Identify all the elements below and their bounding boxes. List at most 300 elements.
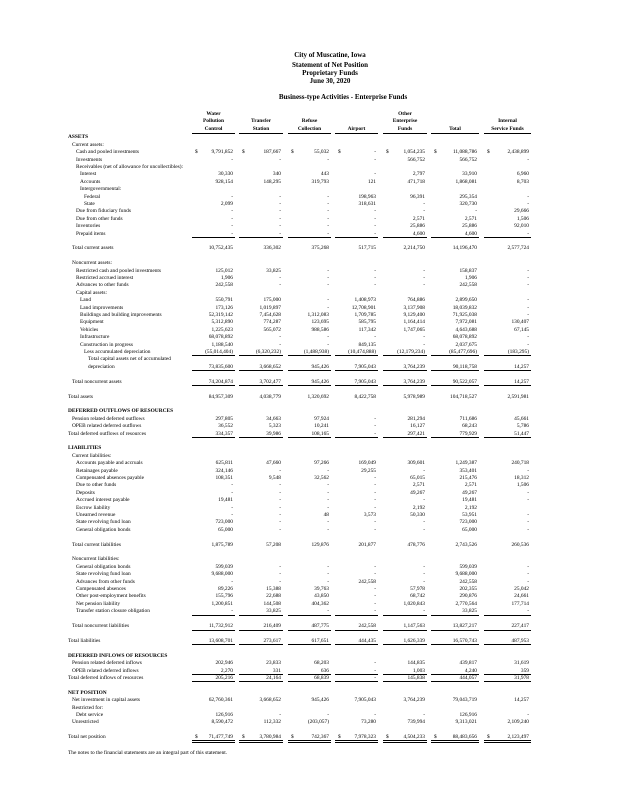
- currency-symbol: $: [242, 734, 245, 741]
- value-cell: [192, 475, 235, 482]
- column-header-line: Funds: [397, 125, 413, 132]
- currency-symbol: $: [434, 149, 437, 156]
- cell-value: -: [423, 711, 425, 718]
- cell-value: -: [279, 275, 281, 282]
- cell-value: 928,154: [215, 178, 233, 185]
- value-cell: [335, 245, 378, 252]
- cell-value: 49,267: [462, 489, 477, 496]
- cell-value: 14,257: [514, 697, 529, 704]
- value-cell: [288, 201, 331, 208]
- value-cell: [335, 275, 378, 282]
- value-cell: [335, 208, 378, 215]
- value-cell: [335, 638, 378, 645]
- value-cell: [335, 505, 378, 512]
- value-cell: [383, 334, 427, 341]
- value-cell: [288, 312, 331, 319]
- value-cell: [239, 327, 283, 334]
- cell-value: 74,204,874: [208, 378, 233, 385]
- row-label-only: [0, 453, 618, 460]
- value-cell: [484, 475, 531, 482]
- row-label: Compensated absences: [76, 586, 126, 593]
- value-cell: [484, 460, 531, 467]
- value-cell: [288, 223, 331, 230]
- value-cell: [192, 512, 235, 519]
- value-cell: [431, 416, 479, 423]
- value-cell: [383, 675, 427, 682]
- value-cell: [288, 719, 331, 726]
- cell-value: 129,876: [311, 541, 329, 548]
- value-cell: [484, 431, 531, 438]
- table-row: [0, 342, 618, 349]
- value-cell: [192, 675, 235, 682]
- row-label: Other post-employment benefits: [76, 593, 146, 600]
- value-cell: [288, 319, 331, 326]
- cell-value: 2,123,497: [507, 734, 529, 741]
- value-cell: [239, 201, 283, 208]
- cell-value: -: [279, 230, 281, 237]
- value-cell: [484, 171, 531, 178]
- value-cell: [239, 416, 283, 423]
- cell-value: -: [279, 519, 281, 526]
- value-cell: [239, 593, 283, 600]
- cell-value: 202,946: [215, 660, 233, 667]
- value-cell: [288, 638, 331, 645]
- value-cell: [288, 268, 331, 275]
- value-cell: [192, 601, 235, 608]
- value-cell: [335, 564, 378, 571]
- cell-value: 1,249,387: [455, 460, 477, 467]
- cell-value: -: [423, 571, 425, 578]
- cell-value: 19,481: [218, 497, 233, 504]
- cell-value: -: [527, 519, 529, 526]
- cell-value: -: [327, 193, 329, 200]
- value-cell: [431, 342, 479, 349]
- cell-value: 290,876: [459, 593, 477, 600]
- value-cell: [431, 312, 479, 319]
- value-cell: [192, 608, 235, 615]
- cell-value: 227,417: [511, 623, 529, 630]
- value-cell: [288, 245, 331, 252]
- value-cell: [383, 571, 427, 578]
- cell-value: 334,357: [215, 430, 233, 437]
- cell-value: -: [327, 571, 329, 578]
- value-cell: [484, 468, 531, 475]
- currency-symbol: $: [291, 149, 294, 156]
- value-cell: [335, 231, 378, 238]
- value-cell: [192, 579, 235, 586]
- cell-value: 29,255: [361, 467, 376, 474]
- cell-value: -: [374, 526, 376, 533]
- cell-value: -: [374, 208, 376, 215]
- cell-value: 123,695: [311, 319, 329, 326]
- cell-value: 130,407: [511, 319, 529, 326]
- cell-value: 126,916: [459, 711, 477, 718]
- cell-value: 3,702,477: [259, 378, 281, 385]
- cell-value: 779,929: [459, 430, 477, 437]
- value-cell: [484, 579, 531, 586]
- value-cell: [288, 505, 331, 512]
- value-cell: [383, 527, 427, 534]
- value-cell: [431, 593, 479, 600]
- row-label: Advances to other funds: [76, 282, 129, 289]
- value-cell: [383, 282, 427, 289]
- row-label: LIABILITIES: [68, 445, 102, 452]
- value-cell: [288, 282, 331, 289]
- cell-value: 173,126: [215, 304, 233, 311]
- column-header: [335, 110, 378, 134]
- value-cell: [192, 719, 235, 726]
- cell-value: -: [279, 282, 281, 289]
- table-row: [0, 394, 618, 401]
- cell-value: 71,477,749: [208, 734, 233, 741]
- value-cell: [383, 394, 427, 401]
- value-cell: [383, 327, 427, 334]
- value-cell: [239, 586, 283, 593]
- currency-symbol: $: [338, 149, 341, 156]
- cell-value: 97,266: [314, 460, 329, 467]
- row-label-only: [0, 705, 618, 712]
- row-label: Total current assets: [72, 245, 114, 252]
- value-cell: [239, 697, 283, 704]
- value-cell: [484, 542, 531, 549]
- cell-value: 739,994: [407, 719, 425, 726]
- cell-value: 849,135: [358, 341, 376, 348]
- value-cell: [431, 527, 479, 534]
- cell-value: 68,078,892: [208, 334, 233, 341]
- value-cell: [484, 319, 531, 326]
- row-label: Total noncurrent assets: [72, 378, 122, 385]
- value-cell: [239, 431, 283, 438]
- value-cell: [335, 216, 378, 223]
- cell-value: 1,054,235: [403, 149, 425, 156]
- cell-value: 13,827,217: [452, 623, 477, 630]
- table-row: [0, 490, 618, 497]
- value-cell: [431, 275, 479, 282]
- cell-value: -: [327, 526, 329, 533]
- value-cell: [288, 519, 331, 526]
- value-cell: [431, 364, 479, 371]
- value-cell: [335, 719, 378, 726]
- value-cell: [383, 223, 427, 230]
- row-label: Deposits: [76, 489, 95, 496]
- cell-value: 29,666: [514, 208, 529, 215]
- value-cell: [383, 482, 427, 489]
- cell-value: 375,268: [311, 245, 329, 252]
- footnote: The notes to the financial statements are an integral part of this statement.: [68, 750, 228, 756]
- cell-value: 32,562: [314, 474, 329, 481]
- cell-value: 215,476: [459, 474, 477, 481]
- value-cell: [431, 564, 479, 571]
- cell-value: -: [231, 608, 233, 615]
- value-cell: [192, 149, 235, 156]
- cell-value: 22,688: [266, 593, 281, 600]
- cell-value: 144,835: [407, 660, 425, 667]
- value-cell: [192, 297, 235, 304]
- row-label: Restricted cash and pooled investments: [76, 267, 162, 274]
- cell-value: 4,643,688: [455, 326, 477, 333]
- entity-name: City of Muscatine, Iowa: [294, 51, 366, 59]
- row-label: State revolving fund loan: [76, 571, 131, 578]
- cell-value: 242,558: [358, 578, 376, 585]
- cell-value: 169,049: [358, 460, 376, 467]
- row-label: DEFERRED OUTFLOWS OF RESOURCES: [68, 408, 174, 415]
- value-cell: [383, 660, 427, 667]
- cell-value: -: [374, 215, 376, 222]
- cell-value: 945,426: [311, 378, 329, 385]
- cell-value: 13,608,701: [208, 637, 233, 644]
- cell-value: -: [374, 334, 376, 341]
- value-cell: [239, 334, 283, 341]
- value-cell: [383, 638, 427, 645]
- cell-value: 1,320,692: [307, 393, 329, 400]
- cell-value: -: [374, 519, 376, 526]
- value-cell: [239, 608, 283, 615]
- table-row: [0, 668, 618, 675]
- statement-title: Statement of Net Position: [291, 61, 368, 69]
- section-heading-row: [0, 445, 618, 452]
- value-cell: [239, 601, 283, 608]
- value-cell: [431, 319, 479, 326]
- value-cell: [431, 490, 479, 497]
- value-cell: [335, 282, 378, 289]
- cell-value: 1,019,897: [259, 304, 281, 311]
- value-cell: [239, 497, 283, 504]
- column-header: [239, 110, 283, 134]
- value-cell: [431, 431, 479, 438]
- cell-value: 9,688,000: [455, 571, 477, 578]
- cell-value: 1,200,851: [211, 600, 233, 607]
- cell-value: 566,752: [459, 156, 477, 163]
- value-cell: [431, 349, 479, 356]
- value-cell: [288, 179, 331, 186]
- value-cell: [431, 668, 479, 675]
- cell-value: -: [327, 608, 329, 615]
- table-row: [0, 157, 618, 164]
- cell-value: -: [231, 504, 233, 511]
- value-cell: [288, 527, 331, 534]
- cell-value: -: [327, 497, 329, 504]
- cell-value: (203,057): [307, 719, 329, 726]
- value-cell: [484, 719, 531, 726]
- cell-value: 3,780,984: [259, 734, 281, 741]
- cell-value: 324,146: [215, 467, 233, 474]
- row-label: Total liabilities: [68, 637, 101, 644]
- table-row: [0, 519, 618, 526]
- cell-value: 2,214,750: [403, 245, 425, 252]
- cell-value: -: [374, 497, 376, 504]
- cell-value: -: [327, 230, 329, 237]
- table-row: [0, 216, 618, 223]
- value-cell: [239, 660, 283, 667]
- column-header-line: Station: [252, 125, 270, 132]
- cell-value: 1,626,339: [403, 637, 425, 644]
- row-label: Less accumulated depreciation: [84, 349, 151, 356]
- value-cell: [288, 416, 331, 423]
- cell-value: -: [527, 497, 529, 504]
- cell-value: 3,137,908: [403, 304, 425, 311]
- value-cell: [239, 349, 283, 356]
- row-label: Accounts: [80, 178, 101, 185]
- value-cell: [431, 208, 479, 215]
- value-cell: [383, 379, 427, 386]
- cell-value: 175,000: [263, 297, 281, 304]
- cell-value: 599,039: [459, 563, 477, 570]
- value-cell: [239, 231, 283, 238]
- value-cell: [239, 157, 283, 164]
- table-row: [0, 305, 618, 312]
- row-label: Escrow liability: [76, 504, 111, 511]
- cell-value: 25,886: [410, 223, 425, 230]
- cell-value: 1,225,623: [211, 326, 233, 333]
- value-cell: [335, 342, 378, 349]
- cell-value: 764,886: [407, 297, 425, 304]
- cell-value: 68,203: [314, 660, 329, 667]
- cell-value: -: [279, 571, 281, 578]
- cell-value: -: [279, 578, 281, 585]
- cell-value: -: [279, 467, 281, 474]
- row-label-only: [0, 260, 618, 267]
- cell-value: 67,145: [514, 326, 529, 333]
- value-cell: [484, 564, 531, 571]
- table-row: [0, 571, 618, 578]
- value-cell: [335, 201, 378, 208]
- value-cell: [239, 194, 283, 201]
- value-cell: [383, 475, 427, 482]
- value-cell: [484, 416, 531, 423]
- cell-value: 9,791,852: [211, 149, 233, 156]
- cell-value: -: [327, 711, 329, 718]
- value-cell: [335, 519, 378, 526]
- cell-value: 201,877: [358, 541, 376, 548]
- cell-value: 177,714: [511, 600, 529, 607]
- value-cell: [431, 475, 479, 482]
- cell-value: -: [423, 608, 425, 615]
- cell-value: 205,216: [215, 674, 233, 681]
- value-cell: [335, 423, 378, 430]
- value-cell: [383, 231, 427, 238]
- cell-value: 39,763: [314, 586, 329, 593]
- row-label: Net pension liability: [76, 600, 121, 607]
- value-cell: [335, 157, 378, 164]
- cell-value: 2,571: [412, 215, 425, 222]
- cell-value: 25,042: [514, 586, 529, 593]
- cell-value: 10,241: [314, 423, 329, 430]
- value-cell: [192, 505, 235, 512]
- row-label: Noncurrent liabilities:: [72, 556, 120, 563]
- value-cell: [484, 149, 531, 156]
- table-row: [0, 312, 618, 319]
- value-cell: [239, 179, 283, 186]
- cell-value: 478,776: [407, 541, 425, 548]
- cell-value: 73,280: [361, 719, 376, 726]
- cell-value: 3,573: [363, 512, 376, 519]
- cell-value: 52,319,142: [208, 312, 233, 319]
- value-cell: [383, 542, 427, 549]
- cell-value: 566,752: [407, 156, 425, 163]
- cell-value: 126,916: [215, 711, 233, 718]
- value-cell: [288, 231, 331, 238]
- value-cell: [484, 712, 531, 719]
- cell-value: 84,957,309: [208, 393, 233, 400]
- value-cell: [288, 171, 331, 178]
- cell-value: -: [374, 482, 376, 489]
- cell-value: 6,960: [516, 171, 529, 178]
- value-cell: [239, 542, 283, 549]
- row-label: Cash and pooled investments: [76, 149, 140, 156]
- cell-value: 2,571: [412, 482, 425, 489]
- value-cell: [239, 712, 283, 719]
- value-cell: [288, 157, 331, 164]
- row-label: Receivables (net of allowance for uncollectibles):: [76, 163, 184, 170]
- cell-value: -: [423, 519, 425, 526]
- cell-value: 599,039: [215, 563, 233, 570]
- value-cell: [335, 668, 378, 675]
- cell-value: -: [374, 474, 376, 481]
- value-cell: [484, 223, 531, 230]
- cell-value: 2,899,650: [455, 297, 477, 304]
- value-cell: [288, 379, 331, 386]
- value-cell: [239, 579, 283, 586]
- row-label: ASSETS: [68, 134, 89, 141]
- cell-value: 1,147,563: [403, 623, 425, 630]
- cell-value: 1,868,081: [455, 178, 477, 185]
- cell-value: 1,312,083: [307, 312, 329, 319]
- value-cell: [335, 586, 378, 593]
- cell-value: 2,797: [412, 171, 425, 178]
- cell-value: 2,770,564: [455, 600, 477, 607]
- cell-value: 242,558: [358, 623, 376, 630]
- cell-value: -: [231, 512, 233, 519]
- value-cell: [335, 675, 378, 682]
- value-cell: [288, 475, 331, 482]
- row-label-only: [0, 556, 618, 563]
- table-row: [0, 334, 618, 341]
- value-cell: [288, 608, 331, 615]
- cell-value: 16,570,743: [452, 637, 477, 644]
- row-label: State: [84, 200, 95, 207]
- cell-value: 2,109,240: [507, 719, 529, 726]
- row-label: Total current liabilities: [72, 541, 122, 548]
- value-cell: [288, 571, 331, 578]
- cell-value: -: [527, 267, 529, 274]
- cell-value: -: [527, 341, 529, 348]
- column-header: [288, 110, 331, 134]
- value-cell: [383, 608, 427, 615]
- row-label: Land improvements: [80, 304, 124, 311]
- cell-value: (1,488,938): [303, 349, 329, 356]
- value-cell: [192, 223, 235, 230]
- cell-value: 14,257: [514, 363, 529, 370]
- table-row: [0, 660, 618, 667]
- column-header: [383, 110, 427, 134]
- cell-value: -: [423, 275, 425, 282]
- currency-symbol: $: [386, 734, 389, 741]
- value-cell: [288, 542, 331, 549]
- value-cell: [192, 460, 235, 467]
- cell-value: 33,825: [462, 608, 477, 615]
- value-cell: [484, 216, 531, 223]
- cell-value: 2,743,526: [455, 541, 477, 548]
- cell-value: 24,661: [514, 593, 529, 600]
- cell-value: 36,552: [218, 423, 233, 430]
- column-header-line: Control: [204, 125, 223, 132]
- value-cell: [383, 416, 427, 423]
- row-label: NET POSITION: [68, 689, 107, 696]
- value-cell: [484, 668, 531, 675]
- cell-value: 39,986: [266, 430, 281, 437]
- cell-value: 353,401: [459, 467, 477, 474]
- value-cell: [192, 282, 235, 289]
